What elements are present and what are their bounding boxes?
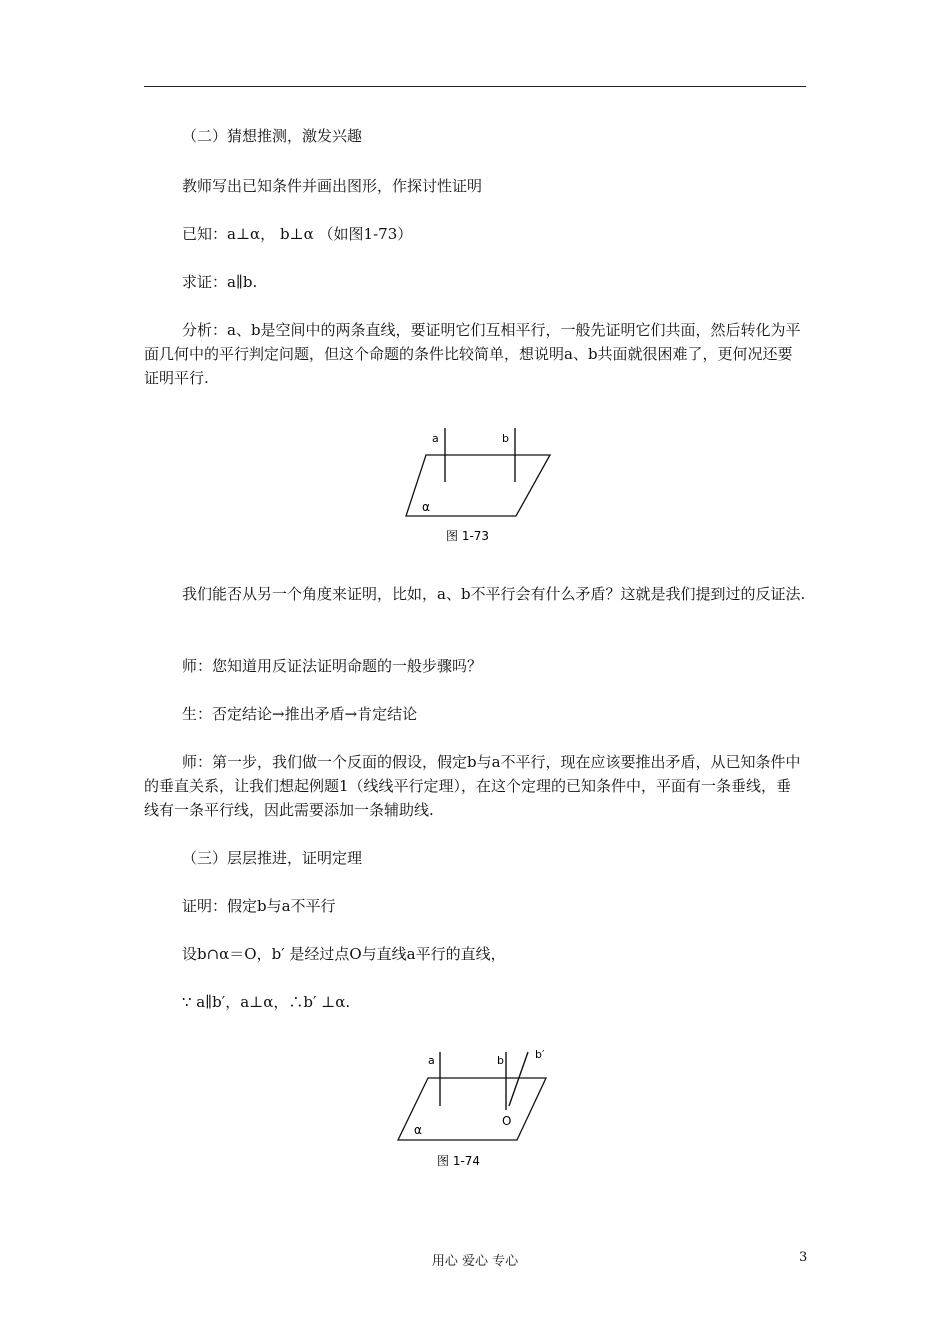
teacher-explanation: 师：第一步，我们做一个反面的假设，假定b与a不平行，现在应该要推出矛盾，从已知条件中的垂直关系，让我们想起例题1（线线平行定理），在这个定理的已知条件中，平面有一条垂线，垂线有一条平行线，因此需要添加一条辅助线. bbox=[144, 753, 801, 819]
label-alpha: α bbox=[422, 500, 430, 514]
label-bprime: b′ bbox=[535, 1048, 545, 1061]
figure-caption: 图 1-74 bbox=[437, 1154, 481, 1168]
label-b: b bbox=[497, 1054, 504, 1067]
figure-1-74 bbox=[392, 1044, 562, 1174]
label-a: a bbox=[428, 1054, 435, 1067]
section3-heading: （三）层层推进，证明定理 bbox=[182, 849, 363, 867]
label-alpha: α bbox=[414, 1123, 422, 1137]
proof-start: 证明：假定b与a不平行 bbox=[182, 897, 336, 915]
analysis-paragraph: 分析：a、b是空间中的两条直线，要证明它们互相平行，一般先证明它们共面，然后转化为平面几何中的平行判定问题，但这个命题的条件比较简单，想说明a、b共面就很困难了，更何况还要证明平行. bbox=[144, 321, 801, 387]
label-o: O bbox=[502, 1114, 512, 1128]
figure-caption: 图 1-73 bbox=[446, 529, 490, 543]
figure-1-73 bbox=[398, 424, 558, 548]
student-answer: 生：否定结论→推出矛盾→肯定结论 bbox=[182, 705, 418, 723]
teacher-question: 师：您知道用反证法证明命题的一般步骤吗？ bbox=[182, 657, 483, 675]
page-number: 3 bbox=[799, 1250, 808, 1265]
page-footer: 用心 爱心 专心 bbox=[431, 1254, 519, 1269]
header-rule bbox=[144, 86, 806, 87]
label-b: b bbox=[502, 432, 509, 445]
teacher-intro: 教师写出已知条件并画出图形，作探讨性证明 bbox=[182, 177, 483, 195]
prove-statement: 求证：a∥b. bbox=[182, 273, 258, 291]
section2-heading: （二）猜想推测，激发兴趣 bbox=[182, 127, 363, 145]
proof-set: 设b∩α＝O，b′ 是经过点O与直线a平行的直线， bbox=[182, 945, 506, 963]
given-statement: 已知：a⊥α， b⊥α （如图1-73） bbox=[182, 225, 413, 243]
proof-because: ∵ a∥b′，a⊥α，∴b′ ⊥α. bbox=[182, 993, 351, 1011]
label-a: a bbox=[432, 432, 439, 445]
line-bprime bbox=[509, 1052, 528, 1106]
contradiction-paragraph: 我们能否从另一个角度来证明，比如，a、b不平行会有什么矛盾？这就是我们提到过的反证法. bbox=[182, 585, 806, 603]
